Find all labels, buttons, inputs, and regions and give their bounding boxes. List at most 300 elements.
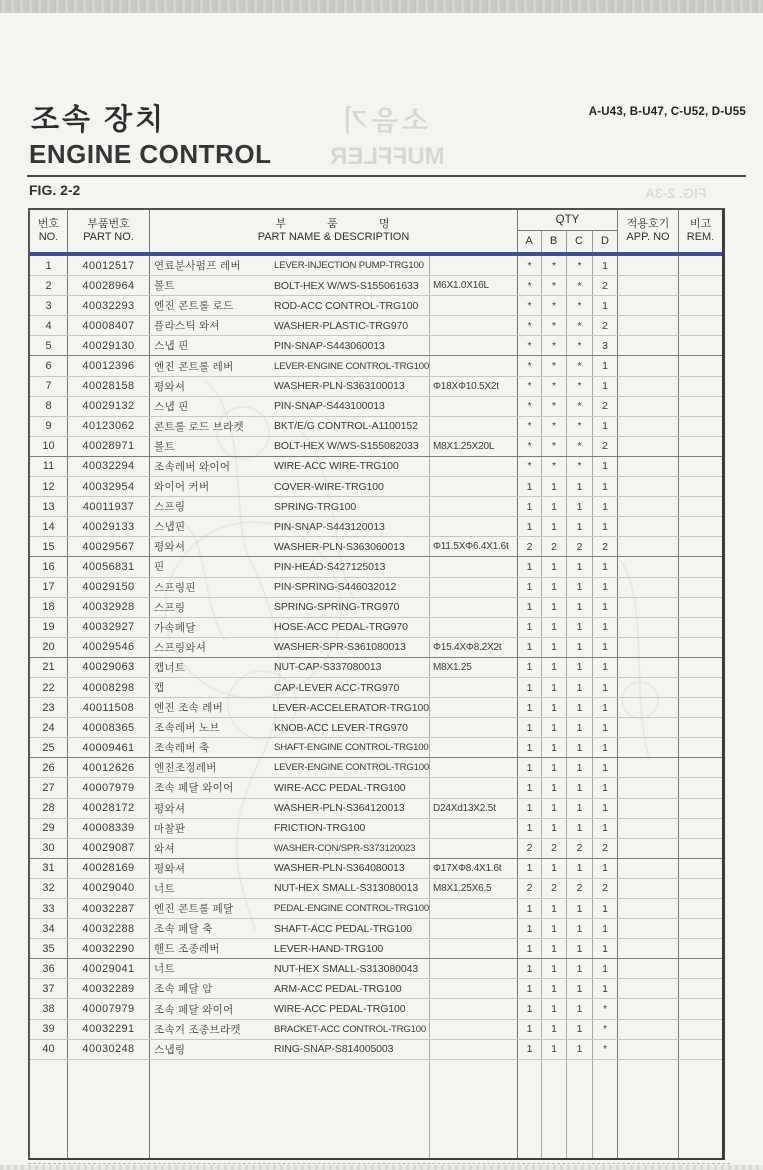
cell-app-no [618, 477, 679, 496]
cell-no: 26 [30, 758, 68, 777]
cell-qty: 1 [593, 256, 618, 275]
cell-qty: 1 [518, 557, 542, 576]
cell-name-en: PIN-SPRING-S446032012 [274, 581, 397, 594]
cell-app-no [618, 276, 679, 295]
cell-name-en: PIN-SNAP-S443120013 [274, 520, 385, 533]
table-row [30, 437, 722, 457]
table-row [30, 256, 722, 276]
cell-qty: 2 [593, 437, 618, 456]
cell-qty: 1 [593, 819, 618, 838]
cell-spec [430, 999, 518, 1018]
cell-name-en: WASHER-PLN-S364080013 [274, 862, 405, 875]
cell-qty: 1 [518, 578, 542, 597]
cell-qty: 1 [567, 979, 593, 998]
cell-qty: 1 [542, 658, 567, 677]
cell-rem [679, 618, 722, 637]
cell-app-no [618, 738, 679, 757]
cell-qty: 1 [567, 1020, 593, 1039]
cell-rem [679, 859, 722, 878]
cell-app-no [618, 457, 679, 476]
cell-name-kr: 조속레버 와이어 [154, 460, 231, 473]
cell-name-kr: 캡 [154, 682, 165, 695]
cell-part-no: 40032287 [68, 899, 150, 918]
table-row [30, 356, 722, 376]
cell-qty: 1 [542, 919, 567, 938]
cell-qty: 2 [593, 839, 618, 858]
cell-part-no: 40029040 [68, 879, 150, 898]
cell-qty: 1 [593, 799, 618, 818]
table-row [30, 598, 722, 618]
cell-app-no [618, 698, 679, 717]
table-row [30, 879, 722, 899]
cell-name-en: WASHER-SPR-S361080013 [274, 641, 406, 654]
cell-part-no: 40028169 [68, 859, 150, 878]
cell-name-en: FRICTION-TRG100 [274, 822, 366, 835]
cell-app-no [618, 377, 679, 396]
cell-spec [430, 618, 518, 637]
cell-no: 19 [30, 618, 68, 637]
cell-part-no: 40028172 [68, 799, 150, 818]
cell-name-kr: 캡너트 [154, 661, 186, 674]
cell-app-no [618, 296, 679, 315]
cell-no: 28 [30, 799, 68, 818]
scan-bottom-dashed-line [28, 1163, 730, 1164]
cell-spec: D24Xd13X2.5t [430, 799, 518, 818]
cell-qty: 1 [593, 457, 618, 476]
header-divider [27, 175, 746, 177]
header-rem [679, 210, 722, 252]
cell-no: 34 [30, 919, 68, 938]
cell-name-en: ROD-ACC CONTROL-TRG100 [274, 299, 419, 312]
cell-name-kr: 엔진 조속 레버 [154, 702, 224, 715]
cell-name-en: WIRE-ACC PEDAL-TRG100 [274, 1003, 406, 1016]
cell-qty: * [518, 256, 542, 275]
cell-qty: 1 [567, 598, 593, 617]
cell-qty: 1 [593, 979, 618, 998]
cell-qty: 2 [593, 397, 618, 416]
cell-qty: 1 [567, 698, 593, 717]
cell-rem [679, 1020, 722, 1039]
cell-qty: 1 [542, 517, 567, 536]
cell-app-no [618, 517, 679, 536]
cell-rem [679, 658, 722, 677]
cell-rem [679, 517, 722, 536]
cell-app-no [618, 658, 679, 677]
cell-spec: Φ11.5XΦ6.4X1.6t [430, 537, 518, 556]
cell-app-no [618, 336, 679, 355]
cell-rem [679, 437, 722, 456]
header-app-no [618, 210, 679, 252]
table-row [30, 537, 722, 557]
cell-no: 38 [30, 999, 68, 1018]
cell-qty: * [567, 336, 593, 355]
cell-qty: 1 [518, 1020, 542, 1039]
cell-rem [679, 919, 722, 938]
cell-rem [679, 939, 722, 958]
bleed-fig-label: FIG. 2-3A [645, 185, 707, 201]
cell-qty: 1 [518, 778, 542, 797]
cell-part-no: 40032954 [68, 477, 150, 496]
cell-qty: 1 [593, 658, 618, 677]
cell-name-kr: 와이어 커버 [154, 481, 210, 494]
cell-app-no [618, 397, 679, 416]
table-row [30, 919, 722, 939]
cell-qty: 1 [567, 959, 593, 978]
cell-qty: 2 [518, 537, 542, 556]
cell-qty: 1 [593, 477, 618, 496]
page-title-korean: 조속 장치 [31, 104, 167, 136]
cell-name-en: NUT-HEX SMALL-S313080013 [274, 882, 419, 895]
cell-name-en: HOSE-ACC PEDAL-TRG970 [274, 621, 408, 634]
cell-name-kr: 조속 페달 와이어 [154, 782, 234, 795]
cell-no: 3 [30, 296, 68, 315]
cell-spec [430, 678, 518, 697]
cell-rem [679, 256, 722, 275]
cell-app-no [618, 939, 679, 958]
cell-name-kr: 가속페달 [154, 621, 196, 634]
cell-name-kr: 콘트롤 로드 브라켓 [154, 420, 244, 433]
cell-qty: * [567, 276, 593, 295]
cell-qty: * [542, 397, 567, 416]
cell-app-no [618, 919, 679, 938]
cell-rem [679, 497, 722, 516]
cell-spec [430, 919, 518, 938]
cell-part-no: 40007979 [68, 778, 150, 797]
cell-name-kr: 조속 페달 와이어 [154, 1003, 234, 1016]
cell-qty: 1 [593, 356, 618, 375]
cell-qty: 1 [542, 819, 567, 838]
cell-qty: 1 [542, 678, 567, 697]
cell-qty: 1 [518, 497, 542, 516]
cell-no: 35 [30, 939, 68, 958]
cell-qty: 1 [518, 959, 542, 978]
cell-qty: * [567, 256, 593, 275]
cell-part-no: 40011937 [68, 497, 150, 516]
cell-spec [430, 718, 518, 737]
cell-qty: 1 [567, 678, 593, 697]
header-no-en: NO. [38, 231, 59, 243]
cell-qty: * [567, 437, 593, 456]
cell-rem [679, 1040, 722, 1059]
cell-spec [430, 578, 518, 597]
cell-qty: 1 [542, 698, 567, 717]
cell-qty: * [542, 296, 567, 315]
header-qty-a: A [518, 231, 542, 252]
table-row [30, 979, 722, 999]
cell-spec: Φ18XΦ10.5X2t [430, 377, 518, 396]
cell-name-en: WASHER-PLN-S363100013 [274, 380, 405, 393]
cell-name-en: BOLT-HEX W/WS-S155061633 [274, 279, 419, 292]
cell-no: 1 [30, 256, 68, 275]
cell-no: 23 [30, 698, 68, 717]
cell-rem [679, 276, 722, 295]
cell-no: 32 [30, 879, 68, 898]
cell-no: 40 [30, 1040, 68, 1059]
cell-qty: 2 [542, 537, 567, 556]
cell-spec [430, 557, 518, 576]
cell-qty: 1 [593, 557, 618, 576]
cell-part-no: 40123062 [68, 417, 150, 436]
cell-name-kr: 스프링핀 [154, 581, 196, 594]
cell-qty: * [567, 316, 593, 335]
cell-part-no: 40028971 [68, 437, 150, 456]
parts-table [28, 208, 725, 1160]
cell-name-en: BKT/E/G CONTROL-A1100152 [274, 420, 418, 433]
cell-name-en: SHAFT-ACC PEDAL-TRG100 [274, 922, 412, 935]
cell-spec: M6X1.0X16L [430, 276, 518, 295]
cell-no: 7 [30, 377, 68, 396]
cell-qty: * [542, 316, 567, 335]
cell-spec [430, 336, 518, 355]
cell-qty: * [518, 397, 542, 416]
cell-spec [430, 819, 518, 838]
cell-name-kr: 와셔 [154, 842, 175, 855]
cell-rem [679, 678, 722, 697]
header-rem-en: REM. [686, 231, 715, 243]
cell-qty: 1 [518, 758, 542, 777]
cell-qty: 1 [567, 477, 593, 496]
header-rem-kr: 비고 [689, 218, 712, 230]
cell-qty: 1 [518, 718, 542, 737]
header-no-kr: 번호 [37, 218, 60, 230]
cell-no: 5 [30, 336, 68, 355]
cell-qty: * [567, 296, 593, 315]
cell-spec: Φ17XΦ8.4X1.6t [430, 859, 518, 878]
header-app-no-kr: 적용호기 [626, 218, 670, 230]
cell-rem [679, 578, 722, 597]
cell-qty: 1 [542, 959, 567, 978]
cell-qty: 1 [593, 417, 618, 436]
cell-qty: * [567, 356, 593, 375]
cell-qty: * [518, 336, 542, 355]
cell-qty: 1 [518, 799, 542, 818]
cell-part-no: 40008407 [68, 316, 150, 335]
cell-app-no [618, 356, 679, 375]
cell-qty: 1 [542, 557, 567, 576]
cell-no: 8 [30, 397, 68, 416]
cell-rem [679, 377, 722, 396]
cell-part-no: 40012517 [68, 256, 150, 275]
cell-qty: * [567, 397, 593, 416]
cell-app-no [618, 578, 679, 597]
cell-qty: * [542, 417, 567, 436]
header-qty [518, 210, 618, 252]
table-row [30, 778, 722, 798]
cell-rem [679, 557, 722, 576]
table-row [30, 698, 722, 718]
table-row [30, 999, 722, 1019]
cell-qty: 1 [593, 859, 618, 878]
cell-rem [679, 316, 722, 335]
header-qty-d: D [601, 235, 609, 247]
cell-no: 13 [30, 497, 68, 516]
bleed-muffler-kr: 소음기 [338, 106, 429, 136]
cell-no: 14 [30, 517, 68, 536]
figure-label: FIG. 2-2 [29, 182, 81, 198]
cell-qty: 1 [518, 738, 542, 757]
table-row [30, 819, 722, 839]
cell-name-en: PIN-HEAD-S427125013 [274, 560, 386, 573]
cell-qty: 2 [518, 839, 542, 858]
cell-app-no [618, 839, 679, 858]
cell-qty: 1 [567, 939, 593, 958]
cell-spec [430, 397, 518, 416]
cell-no: 2 [30, 276, 68, 295]
header-part-name-en: PART NAME & DESCRIPTION [257, 231, 410, 243]
cell-part-no: 40029063 [68, 658, 150, 677]
cell-qty: * [518, 377, 542, 396]
table-row [30, 457, 722, 477]
cell-app-no [618, 778, 679, 797]
cell-name-en: RING-SNAP-S814005003 [274, 1043, 394, 1056]
cell-qty: 1 [567, 718, 593, 737]
cell-name-en: LEVER-HAND-TRG100 [274, 942, 384, 955]
cell-qty: 1 [542, 999, 567, 1018]
cell-qty: 1 [518, 979, 542, 998]
cell-no: 9 [30, 417, 68, 436]
cell-spec [430, 517, 518, 536]
cell-app-no [618, 557, 679, 576]
cell-qty: 2 [567, 537, 593, 556]
table-row [30, 638, 722, 658]
cell-spec [430, 1040, 518, 1059]
cell-qty: 2 [542, 879, 567, 898]
cell-app-no [618, 899, 679, 918]
table-row [30, 276, 722, 296]
table-row [30, 517, 722, 537]
cell-name-kr: 엔진 콘트롤 페달 [154, 903, 234, 916]
cell-qty: 1 [542, 618, 567, 637]
cell-qty: 1 [567, 859, 593, 878]
cell-part-no: 40029567 [68, 537, 150, 556]
cell-name-en: LEVER-INJECTION PUMP-TRG100 [274, 260, 424, 272]
cell-rem [679, 738, 722, 757]
cell-app-no [618, 999, 679, 1018]
table-row [30, 578, 722, 598]
cell-spec [430, 598, 518, 617]
cell-name-en: WASHER-PLASTIC-TRG970 [274, 319, 409, 332]
cell-name-kr: 엔진 콘트롤 레버 [154, 360, 234, 373]
cell-app-no [618, 678, 679, 697]
cell-rem [679, 718, 722, 737]
cell-qty: 1 [518, 999, 542, 1018]
cell-qty: 1 [518, 859, 542, 878]
cell-qty: * [593, 999, 618, 1018]
cell-name-kr: 조속레버 노브 [154, 722, 220, 735]
cell-rem [679, 537, 722, 556]
cell-qty: 1 [593, 939, 618, 958]
cell-qty: 1 [518, 919, 542, 938]
cell-no: 16 [30, 557, 68, 576]
cell-app-no [618, 718, 679, 737]
cell-no: 18 [30, 598, 68, 617]
cell-qty: * [518, 316, 542, 335]
cell-part-no: 40028158 [68, 377, 150, 396]
cell-qty: 1 [567, 638, 593, 657]
cell-qty: 1 [567, 819, 593, 838]
cell-name-kr: 스프링와셔 [154, 641, 207, 654]
cell-app-no [618, 758, 679, 777]
table-row [30, 377, 722, 397]
table-row [30, 678, 722, 698]
cell-name-kr: 조속 페달 축 [154, 923, 213, 936]
cell-qty: 1 [567, 899, 593, 918]
cell-qty: * [518, 457, 542, 476]
cell-spec [430, 356, 518, 375]
cell-no: 24 [30, 718, 68, 737]
cell-qty: 1 [542, 477, 567, 496]
cell-app-no [618, 1040, 679, 1059]
cell-part-no: 40032288 [68, 919, 150, 938]
cell-name-kr: 스냅 핀 [154, 400, 189, 413]
cell-name-kr: 조속기 조종브라켓 [154, 1023, 241, 1036]
cell-qty: 1 [593, 517, 618, 536]
table-body [30, 256, 722, 1060]
cell-qty: 1 [542, 598, 567, 617]
cell-qty: 1 [593, 678, 618, 697]
cell-spec [430, 316, 518, 335]
cell-no: 27 [30, 778, 68, 797]
cell-qty: 1 [542, 778, 567, 797]
scan-edge-band [0, 0, 763, 13]
cell-part-no: 40032291 [68, 1020, 150, 1039]
cell-part-no: 40032289 [68, 979, 150, 998]
cell-name-kr: 볼트 [154, 440, 175, 453]
cell-qty: 1 [567, 999, 593, 1018]
header-qty-label: QTY [555, 213, 580, 226]
cell-rem [679, 999, 722, 1018]
cell-name-kr: 평와셔 [154, 802, 186, 815]
cell-no: 12 [30, 477, 68, 496]
cell-rem [679, 778, 722, 797]
cell-name-en: WASHER-CON/SPR-S373120023 [274, 842, 416, 854]
cell-qty: 1 [518, 477, 542, 496]
header-qty-b: B [542, 231, 567, 252]
cell-name-kr: 엔진 콘트롤 로드 [154, 300, 234, 313]
cell-qty: 1 [593, 377, 618, 396]
cell-no: 6 [30, 356, 68, 375]
cell-rem [679, 477, 722, 496]
cell-qty: 2 [593, 316, 618, 335]
header-qty-c: C [567, 231, 593, 252]
cell-qty: 1 [567, 738, 593, 757]
cell-rem [679, 979, 722, 998]
cell-qty: * [567, 377, 593, 396]
cell-qty: 1 [542, 758, 567, 777]
table-row [30, 859, 722, 879]
cell-name-kr: 조속 페달 암 [154, 983, 213, 996]
cell-rem [679, 638, 722, 657]
cell-name-kr: 스냅링 [154, 1043, 186, 1056]
cell-part-no: 40029133 [68, 517, 150, 536]
cell-spec [430, 758, 518, 777]
page-title-english: ENGINE CONTROL [29, 139, 272, 169]
cell-name-en: BRACKET-ACC CONTROL-TRG100 [274, 1023, 427, 1035]
cell-name-kr: 스프링 [154, 501, 186, 514]
cell-name-kr: 마찰판 [154, 822, 186, 835]
cell-name-en: LEVER-ENGINE CONTROL-TRG100 [273, 762, 429, 774]
cell-name-kr: 핸드 조종레버 [154, 943, 220, 956]
cell-app-no [618, 537, 679, 556]
cell-name-en: SPRING-SPRING-TRG970 [274, 601, 400, 614]
cell-qty: 1 [593, 899, 618, 918]
cell-app-no [618, 879, 679, 898]
cell-app-no [618, 618, 679, 637]
cell-app-no [618, 979, 679, 998]
cell-qty: 1 [542, 1020, 567, 1039]
cell-no: 39 [30, 1020, 68, 1039]
cell-qty: * [567, 417, 593, 436]
